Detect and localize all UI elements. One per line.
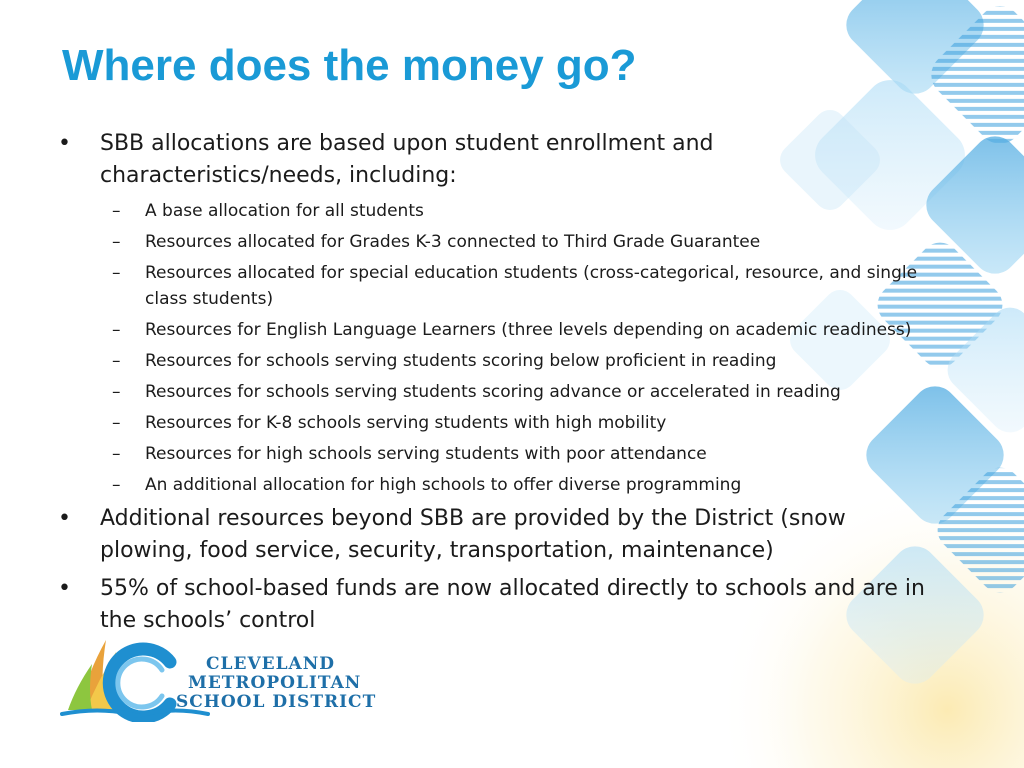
logo-line: METROPOLITAN (188, 673, 362, 693)
sub-bullet-item (58, 379, 938, 405)
dash-marker: – (112, 413, 121, 433)
sub-bullet-item (58, 410, 938, 436)
sub-bullet-item (58, 441, 938, 467)
dash-marker: – (112, 263, 121, 283)
sub-bullet-text: Resources for K-8 schools serving students with high mobility (145, 413, 667, 433)
dash-marker: – (112, 444, 121, 464)
bullet-text: 55% of school-based funds are now allocated directly to schools and are in the schools’ control (100, 576, 925, 633)
bullet-text: SBB allocations are based upon student enrollment and characteristics/needs, including: (100, 131, 714, 188)
bullet-marker: • (58, 576, 71, 601)
dash-marker: – (112, 382, 121, 402)
logo-line: SCHOOL DISTRICT (176, 692, 377, 712)
sub-bullet-item (58, 348, 938, 374)
bullet-list (58, 128, 938, 643)
sub-bullet-item (58, 472, 938, 498)
dash-marker: – (112, 232, 121, 252)
sub-bullet-text: Resources for high schools serving students with poor attendance (145, 444, 707, 464)
sub-bullet-text: Resources allocated for special education students (cross-categorical, resource, and single class students) (145, 263, 918, 309)
dash-marker: – (112, 351, 121, 371)
bullet-item (58, 503, 938, 567)
sub-bullet-text: Resources for English Language Learners (three levels depending on academic readiness) (145, 320, 912, 340)
sub-bullet-text: Resources for schools serving students scoring advance or accelerated in reading (145, 382, 841, 402)
district-logo-text (176, 655, 376, 712)
sub-bullet-item (58, 260, 938, 312)
logo-line: CLEVELAND (206, 654, 336, 674)
bullet-item (58, 573, 938, 637)
dash-marker: – (112, 201, 121, 221)
bullet-text: Additional resources beyond SBB are provided by the District (snow plowing, food service, security, transportation, maintenance) (100, 506, 846, 563)
page-title: Where does the money go? (62, 41, 637, 90)
bullet-marker: • (58, 131, 71, 156)
sub-bullet-item (58, 198, 938, 224)
sub-bullet-text: An additional allocation for high schools to offer diverse programming (145, 475, 742, 495)
bullet-marker: • (58, 506, 71, 531)
dash-marker: – (112, 320, 121, 340)
sub-bullet-item (58, 229, 938, 255)
dash-marker: – (112, 475, 121, 495)
sub-bullet-text: Resources allocated for Grades K-3 connected to Third Grade Guarantee (145, 232, 761, 252)
bullet-item (58, 128, 938, 192)
sub-bullet-item (58, 317, 938, 343)
sub-bullet-text: A base allocation for all students (145, 201, 424, 221)
sub-bullet-text: Resources for schools serving students scoring below proficient in reading (145, 351, 777, 371)
